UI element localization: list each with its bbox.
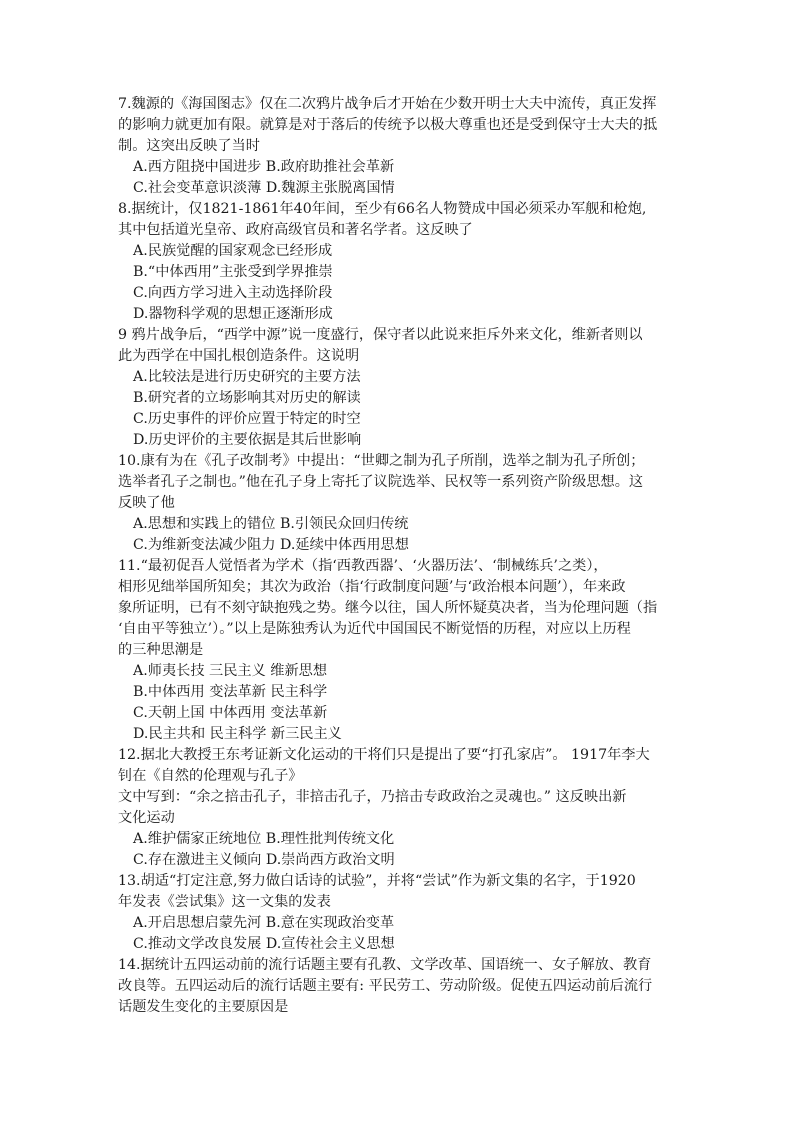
question-11-stem-line-5: 的三种思潮是 xyxy=(118,642,204,658)
question-10-options-cd: C.为维新变法减少阻力 D.延续中体西用思想 xyxy=(133,537,409,553)
question-7-stem-line-3: 制。这突出反映了当时 xyxy=(118,138,260,154)
question-11-option-c: C.天朝上国 中体西用 变法革新 xyxy=(133,705,328,721)
question-11-option-b: B.中体西用 变法革新 民主科学 xyxy=(133,684,328,700)
question-8-stem-line-2: 其中包括道光皇帝、政府高级官员和著名学者。这反映了 xyxy=(118,222,473,238)
question-7-stem-line-2: 的影响力就更加有限。就算是对于落后的传统予以极大尊重也还是受到保守士大夫的抵 xyxy=(118,117,658,133)
question-11-option-d: D.民主共和 民主科学 新三民主义 xyxy=(133,726,342,742)
question-11-stem-line-3: 象所证明，已有不刻守缺抱残之势。继今以往，国人所怀疑莫决者，当为伦理问题（指 xyxy=(118,600,658,616)
question-9-option-d: D.历史评价的主要依据是其后世影响 xyxy=(133,432,362,448)
question-13-options-ab: A.开启思想启蒙先河 B.意在实现政治变革 xyxy=(133,915,395,931)
question-11-stem-line-4: ‘自由平等独立’）。”以上是陈独秀认为近代中国国民不断觉悟的历程，对应以上历程 xyxy=(118,621,631,637)
question-13-stem-line-2: 年发表《尝试集》这一文集的发表 xyxy=(118,894,331,910)
question-13-stem-line-1: 13.胡适“打定注意,努力做白话诗的试验”，并将“尝试”作为新文集的名字，于1920 xyxy=(118,873,636,889)
question-12-options-ab: A.维护儒家正统地位 B.理性批判传统文化 xyxy=(133,831,395,847)
question-12-stem-line-4: 文化运动 xyxy=(118,810,175,826)
question-10-stem-line-1: 10.康有为在《孔子改制考》中提出：“世卿之制为孔子所削，选举之制为孔子所创； xyxy=(118,453,645,469)
question-10-stem-line-2: 选举者孔子之制也。”他在孔子身上寄托了议院选举、民权等一系列资产阶级思想。这 xyxy=(118,474,644,490)
question-9-option-c: C.历史事件的评价应置于特定的时空 xyxy=(133,411,361,427)
question-9-option-a: A.比较法是进行历史研究的主要方法 xyxy=(133,369,361,385)
question-12-stem-line-3: 文中写到：“余之掊击孔子，非掊击孔子，乃掊击专政政治之灵魂也。” 这反映出新 xyxy=(118,789,627,805)
question-12-stem-line-2: 钊在《自然的伦理观与孔子》 xyxy=(118,768,303,784)
question-7-stem-line-1: 7.魏源的《海国图志》仅在二次鸦片战争后才开始在少数开明士大夫中流传，真正发挥 xyxy=(118,96,657,112)
question-10-options-ab: A.思想和实践上的错位 B.引领民众回归传统 xyxy=(133,516,409,532)
question-11-stem-line-1: 11.“最初促吾人觉悟者为学术（指‘西教西器’、‘火器历法’、‘制械练兵’之类）， xyxy=(118,558,608,574)
question-12-options-cd: C.存在激进主义倾向 D.崇尚西方政治文明 xyxy=(133,852,395,868)
question-11-stem-line-2: 相形见绌举国所知矣；其次为政治（指‘行政制度问题’与‘政治根本问题’），年来政 xyxy=(118,579,626,595)
question-11-option-a: A.师夷长技 三民主义 维新思想 xyxy=(133,663,328,679)
question-13-options-cd: C.推动文学改良发展 D.宣传社会主义思想 xyxy=(133,936,395,952)
question-8-stem-line-1: 8.据统计，仅1821-1861年40年间，至少有66名人物赞成中国必须采办军舰和枪炮, xyxy=(118,201,647,217)
question-10-stem-line-3: 反映了他 xyxy=(118,495,175,511)
question-8-option-c: C.向西方学习进入主动选择阶段 xyxy=(133,285,333,301)
question-14-stem-line-3: 话题发生变化的主要原因是 xyxy=(118,999,289,1015)
question-7-options-cd: C.社会变革意识淡薄 D.魏源主张脱离国情 xyxy=(133,180,395,196)
question-9-option-b: B.研究者的立场影响其对历史的解读 xyxy=(133,390,361,406)
question-9-stem-line-1: 9 鸦片战争后，“西学中源”说一度盛行，保守者以此说来拒斥外来文化，维新者则以 xyxy=(118,327,643,343)
question-8-option-d: D.器物科学观的思想正逐渐形成 xyxy=(133,306,333,322)
question-12-stem-line-1: 12.据北大教授王东考证新文化运动的干将们只是提出了要“打孔家店”。 1917年李大 xyxy=(118,747,650,763)
question-9-stem-line-2: 此为西学在中国扎根创造条件。这说明 xyxy=(118,348,360,364)
question-14-stem-line-1: 14.据统计五四运动前的流行话题主要有孔教、文学改革、国语统一、女子解放、教育 xyxy=(118,957,652,973)
question-14-stem-line-2: 改良等。五四运动后的流行话题主要有: 平民劳工、劳动阶级。促使五四运动前后流行 xyxy=(118,978,653,994)
question-8-option-b: B.“中体西用”主张受到学界推崇 xyxy=(133,264,333,280)
question-7-options-ab: A.西方阻挠中国进步 B.政府助推社会革新 xyxy=(133,159,395,175)
question-8-option-a: A.民族觉醒的国家观念已经形成 xyxy=(133,243,333,259)
